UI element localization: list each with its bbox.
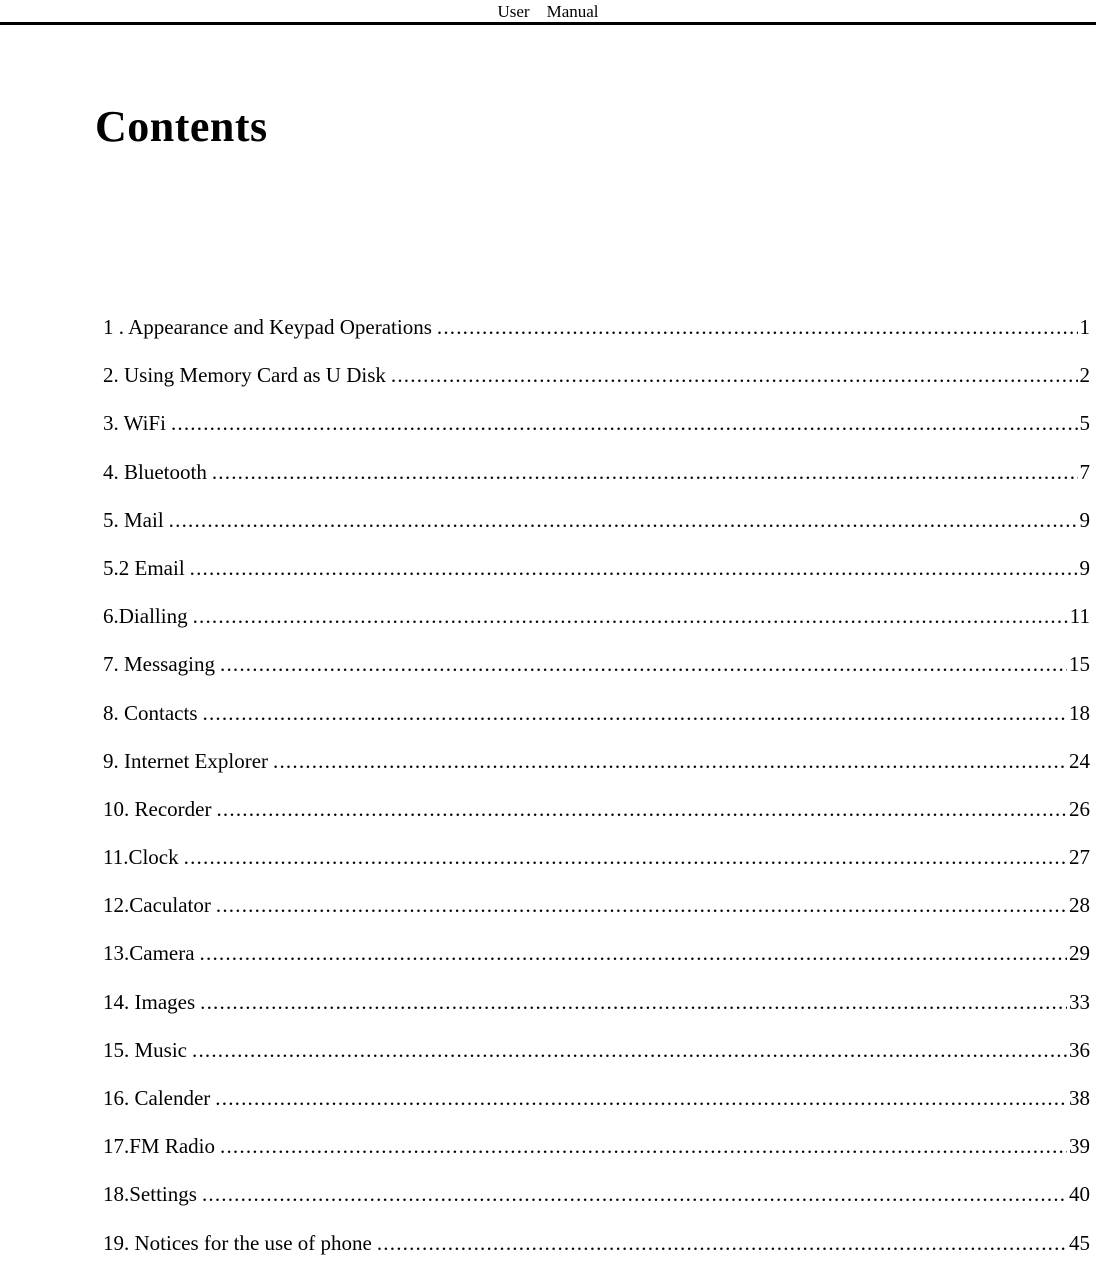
toc-entry-page: 39	[1069, 1134, 1090, 1159]
toc-entry-label: 11.Clock	[103, 845, 179, 870]
toc-entry-page: 27	[1069, 845, 1090, 870]
toc-entry-page: 24	[1069, 748, 1090, 773]
toc-entry	[103, 641, 1090, 689]
table-of-contents	[103, 304, 1090, 1268]
toc-entry-label: 17.FM Radio	[103, 1134, 216, 1159]
toc-entry-page: 18	[1069, 700, 1090, 725]
toc-entry-label: 15. Music	[103, 1037, 187, 1062]
toc-entry	[103, 738, 1090, 786]
toc-entry	[103, 1171, 1090, 1219]
toc-entry	[103, 979, 1090, 1027]
toc-entry	[103, 593, 1090, 641]
toc-entry-label: 1 . Appearance and Keypad Operations	[103, 315, 432, 339]
toc-leader-dots	[203, 703, 1068, 724]
toc-leader-dots	[171, 413, 1078, 434]
toc-entry-page: 9	[1079, 507, 1090, 532]
toc-leader-dots	[437, 317, 1078, 338]
toc-leader-dots	[212, 462, 1078, 483]
toc-entry-page: 1	[1079, 315, 1090, 339]
toc-leader-dots	[377, 1233, 1067, 1254]
toc-entry	[103, 786, 1090, 834]
toc-entry-label: 4. Bluetooth	[103, 459, 207, 484]
toc-leader-dots	[200, 992, 1067, 1013]
toc-leader-dots	[202, 1184, 1067, 1205]
toc-entry-label: 2. Using Memory Card as U Disk	[103, 363, 386, 388]
toc-entry-label: 18.Settings	[103, 1182, 197, 1207]
toc-entry-label: 5. Mail	[103, 507, 164, 532]
toc-entry-page: 33	[1069, 989, 1090, 1014]
toc-entry-label: 3. WiFi	[103, 411, 166, 436]
toc-entry-page: 7	[1079, 459, 1090, 484]
toc-entry-label: 6.Dialling	[103, 604, 188, 629]
toc-entry-page: 2	[1079, 363, 1090, 388]
toc-leader-dots	[190, 558, 1078, 579]
toc-entry	[103, 352, 1090, 400]
header-title: User Manual	[497, 2, 599, 21]
toc-entry-label: 7. Messaging	[103, 652, 215, 677]
toc-leader-dots	[220, 1136, 1067, 1157]
toc-entry-page: 5	[1079, 411, 1090, 436]
toc-entry	[103, 1220, 1090, 1268]
toc-leader-dots	[169, 510, 1078, 531]
toc-leader-dots	[200, 943, 1067, 964]
toc-entry	[103, 930, 1090, 978]
toc-entry	[103, 304, 1090, 352]
toc-entry-page: 26	[1069, 796, 1090, 821]
toc-entry	[103, 882, 1090, 930]
toc-leader-dots	[184, 847, 1067, 868]
toc-leader-dots	[391, 365, 1078, 386]
toc-entry-page: 28	[1069, 893, 1090, 918]
toc-leader-dots	[273, 751, 1067, 772]
toc-entry-label: 14. Images	[103, 989, 196, 1014]
toc-entry	[103, 690, 1090, 738]
toc-entry	[103, 1123, 1090, 1171]
toc-entry-label: 9. Internet Explorer	[103, 748, 269, 773]
toc-entry-label: 13.Camera	[103, 941, 195, 966]
toc-entry-label: 19. Notices for the use of phone	[103, 1230, 372, 1255]
toc-entry	[103, 545, 1090, 593]
toc-entry-label: 8. Contacts	[103, 700, 198, 725]
toc-entry	[103, 400, 1090, 448]
toc-leader-dots	[215, 1088, 1067, 1109]
toc-leader-dots	[220, 654, 1067, 675]
toc-entry-label: 16. Calender	[103, 1086, 211, 1110]
toc-entry	[103, 834, 1090, 882]
toc-leader-dots	[193, 606, 1068, 627]
toc-entry-page: 29	[1069, 941, 1090, 966]
toc-entry	[103, 449, 1090, 497]
toc-entry-label: 10. Recorder	[103, 796, 212, 821]
toc-entry-page: 15	[1069, 652, 1090, 677]
toc-entry-page: 11	[1069, 604, 1090, 629]
toc-entry	[103, 497, 1090, 545]
toc-entry-page: 36	[1069, 1037, 1090, 1062]
contents-heading: Contents	[95, 102, 268, 151]
toc-entry	[103, 1027, 1090, 1075]
toc-leader-dots	[216, 895, 1067, 916]
toc-entry-label: 12.Caculator	[103, 893, 211, 918]
page-header	[0, 0, 1096, 25]
toc-entry-page: 38	[1069, 1086, 1090, 1110]
toc-entry-label: 5.2 Email	[103, 555, 185, 580]
toc-leader-dots	[216, 799, 1067, 820]
toc-entry-page: 45	[1069, 1230, 1090, 1255]
toc-entry-page: 40	[1069, 1182, 1090, 1207]
toc-leader-dots	[192, 1040, 1067, 1061]
toc-entry-page: 9	[1079, 555, 1090, 580]
toc-entry	[103, 1075, 1090, 1123]
